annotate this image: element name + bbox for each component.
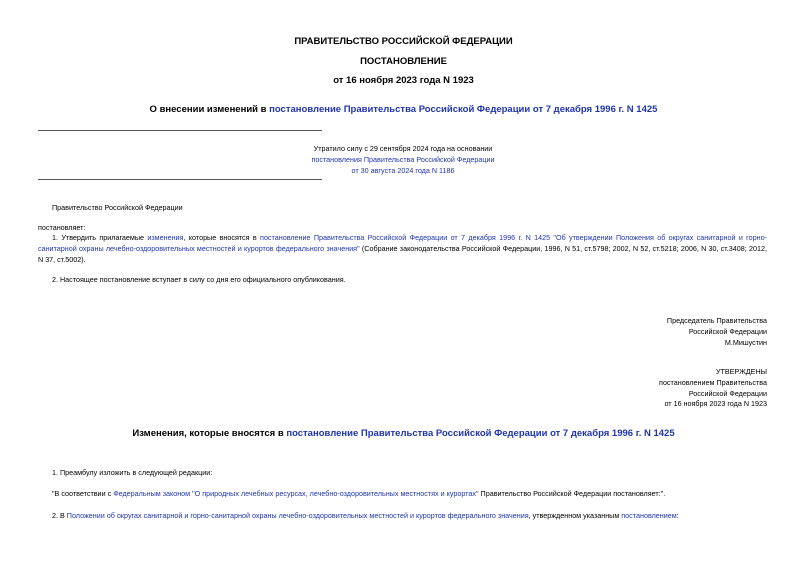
changes-title	[0, 428, 807, 439]
title-link[interactable]: постановление Правительства Российской Федерации от 7 декабря 1996 г. N 1425	[269, 104, 658, 115]
paragraph-2: 2. Настоящее постановление вступает в силу со дня его официального опубликования.	[52, 275, 346, 284]
document-title	[0, 104, 807, 115]
document-type: ПОСТАНОВЛЕНИЕ	[360, 56, 447, 67]
change-2	[52, 510, 679, 521]
c2-link-resolution[interactable]: постановлением	[621, 511, 677, 520]
c2-text-c: :	[676, 511, 679, 520]
approved-line-2: постановлением Правительства	[659, 377, 767, 387]
p1-link-resolution[interactable]: постановление Правительства Российской Федерации от 7 декабря 1996 г. N 1425 "Об утверждении Положения об округах санитарной и горно-санитарной охраны лечебно-оздоровительных местностей и курортов федерального значения"	[38, 233, 767, 253]
change-1: 1. Преамбулу изложить в следующей редакции:	[52, 468, 213, 477]
approved-heading: УТВЕРЖДЕНЫ	[715, 367, 767, 376]
status-note-link-1[interactable]: постановления Правительства Российской Федерации	[311, 155, 495, 164]
c2-link-regulation[interactable]: Положении об округах санитарной и горно-санитарной охраны лечебно-оздоровительных местностей и курортов федерального значения	[66, 511, 529, 520]
signature-name: М.Мишустин	[724, 337, 767, 347]
p1-text-a: 1. Утвердить прилагаемые	[52, 233, 148, 242]
status-note-text: Утратило силу с 29 сентября 2024 года на основании	[313, 144, 493, 153]
c1q-link-law[interactable]: Федеральным законом "О природных лечебных ресурсах, лечебно-оздоровительных местностях и курортах"	[113, 489, 479, 498]
issuer: Правительство Российской Федерации	[52, 203, 183, 212]
approved-line-3: Российской Федерации	[688, 388, 767, 398]
approved-block	[659, 367, 767, 410]
change-1-quote	[52, 488, 665, 499]
resolves-word: постановляет:	[38, 223, 86, 232]
c1q-text-a: "В соответствии с	[52, 489, 114, 498]
status-note	[300, 143, 506, 176]
changes-title-link[interactable]: постановление Правительства Российской Федерации от 7 декабря 1996 г. N 1425	[286, 428, 675, 439]
status-note-link-2[interactable]: от 30 августа 2024 года N 1186	[351, 166, 455, 175]
government-name: ПРАВИТЕЛЬСТВО РОССИЙСКОЙ ФЕДЕРАЦИИ	[294, 36, 513, 47]
signature-block	[667, 316, 767, 348]
p1-text-c: (Собрание законодательства Российской Федерации, 1996, N 51, ст.5798; 2002, N 52, ст.5218; 2006, N 30, ст.3408; 2012, N 37, ст.5002).	[38, 244, 768, 264]
signature-position: Председатель Правительства	[666, 316, 767, 325]
signature-org: Российской Федерации	[688, 326, 767, 336]
approved-line-4: от 16 ноября 2023 года N 1923	[664, 399, 767, 409]
divider-top	[38, 130, 322, 131]
changes-title-prefix: Изменения, которые вносятся в	[132, 428, 287, 439]
document-date-number: от 16 ноября 2023 года N 1923	[333, 75, 474, 86]
paragraph-1	[38, 232, 767, 265]
c2-text-a: 2. В	[52, 511, 67, 520]
c2-text-b: , утвержденном указанным	[528, 511, 622, 520]
title-prefix: О внесении изменений в	[149, 104, 270, 115]
p1-link-changes[interactable]: изменения	[147, 233, 184, 242]
divider-bottom	[38, 179, 322, 180]
p1-text-b: , которые вносятся в	[183, 233, 261, 242]
c1q-text-b: Правительство Российской Федерации постановляет:".	[478, 489, 666, 498]
